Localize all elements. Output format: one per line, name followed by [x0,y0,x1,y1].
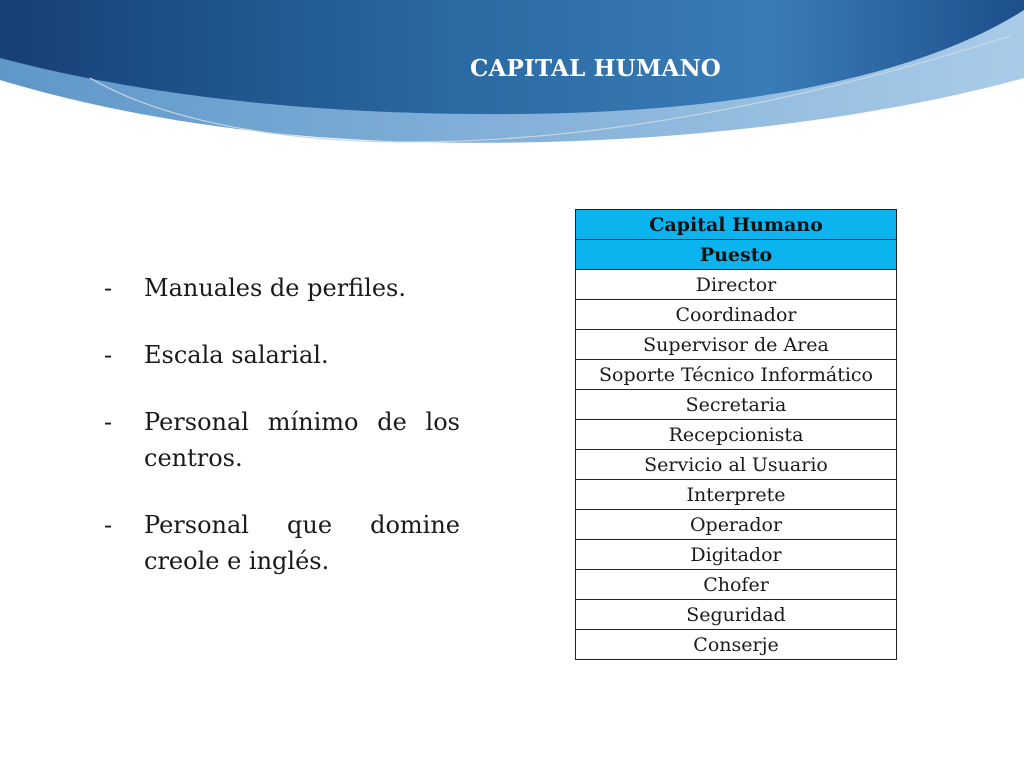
column-header-puesto: Puesto [576,240,897,270]
bullet-text: Personal que domine creole e inglés. [144,511,460,575]
bullet-marker: - [104,341,113,369]
bullet-list [98,270,460,610]
table-row [576,390,897,420]
table-row [576,270,897,300]
table-cell: Coordinador [576,300,897,330]
table-row [576,480,897,510]
table-row [576,570,897,600]
bullet-text: Personal mínimo de los centros. [144,408,460,472]
table-row [576,600,897,630]
table-cell: Digitador [576,540,897,570]
table-cell: Chofer [576,570,897,600]
bullet-item [98,404,460,476]
bullet-marker: - [104,274,113,302]
table-row [576,360,897,390]
bullet-item [98,507,460,579]
bullet-text: Manuales de perfiles. [144,274,406,302]
table-row [576,450,897,480]
table-row [576,330,897,360]
table-cell: Conserje [576,630,897,660]
bullet-marker: - [104,511,113,539]
table-title: Capital Humano [576,210,897,240]
staff-table [575,209,897,660]
bullet-item [98,270,460,306]
table-row [576,540,897,570]
table-cell: Supervisor de Area [576,330,897,360]
table-row [576,300,897,330]
bullet-item [98,337,460,373]
table-header-row [576,240,897,270]
table-cell: Operador [576,510,897,540]
slide-title: CAPITAL HUMANO [470,55,722,82]
table-cell: Interprete [576,480,897,510]
table-row [576,510,897,540]
bullet-marker: - [104,408,113,436]
table-cell: Seguridad [576,600,897,630]
table-cell: Recepcionista [576,420,897,450]
bullet-text: Escala salarial. [144,341,329,369]
table-row [576,420,897,450]
table-row [576,630,897,660]
table-cell: Servicio al Usuario [576,450,897,480]
table-cell: Secretaria [576,390,897,420]
table-cell: Director [576,270,897,300]
table-cell: Soporte Técnico Informático [576,360,897,390]
staff-table-container [575,209,897,660]
header-banner [0,0,1024,200]
table-title-row [576,210,897,240]
